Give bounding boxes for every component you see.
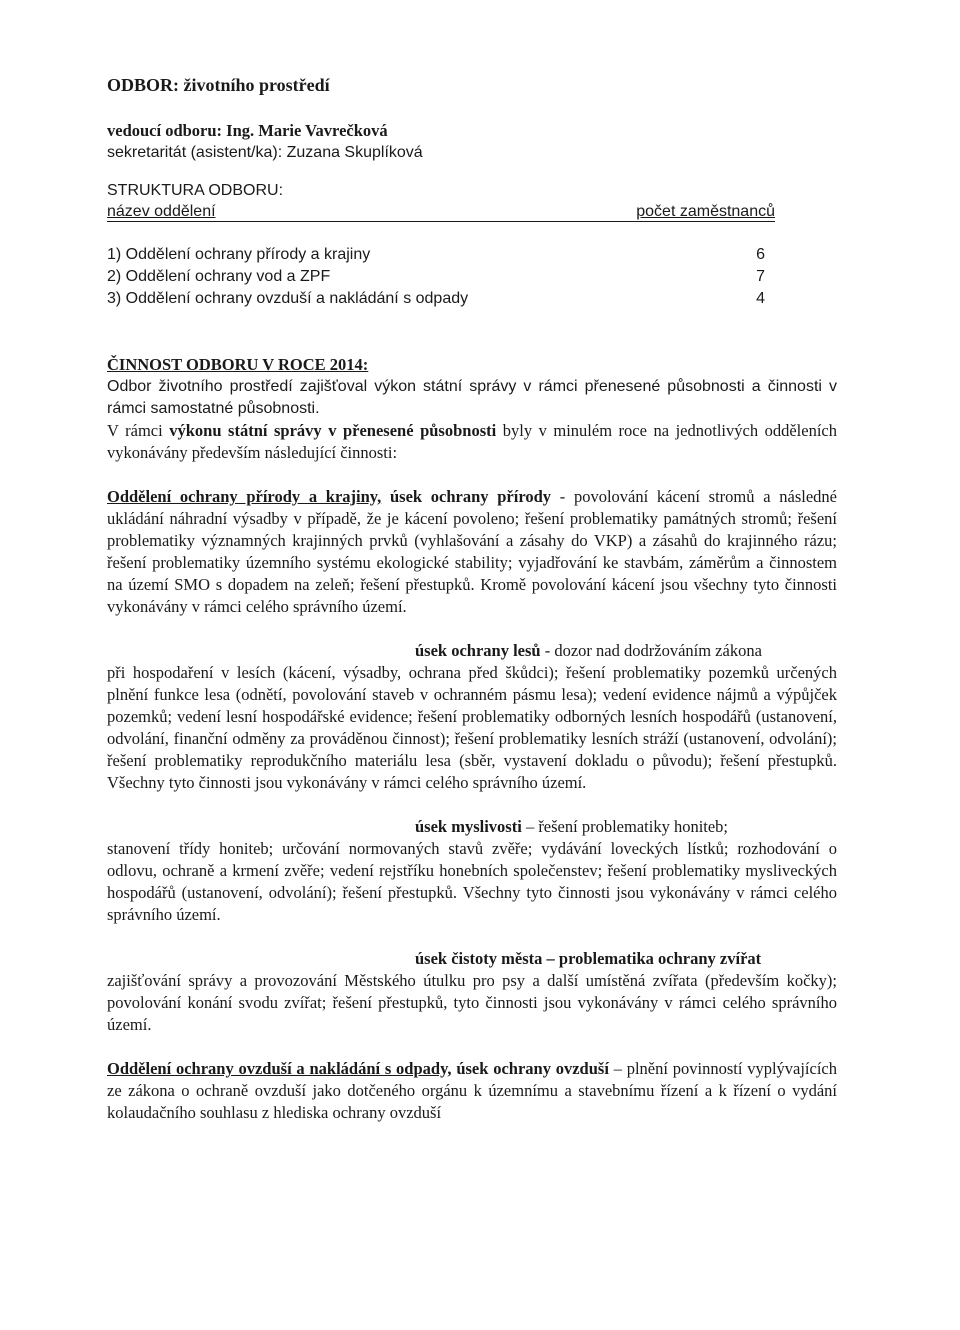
unit-heading: úsek ochrany přírody (381, 487, 552, 506)
department-row (107, 288, 765, 310)
section-text: - povolování kácení stromů a následné ukládání náhradní výsadby v případě, že je kácení povoleno; řešení problematiky památných stromů; řešení problematiky významných krajinných prvků (vyhlašování a zásahy do VKP) a zásahů do krajinného rázu; řešení problematiky územního systému ekologické stability; vyjadřování ke stavbám, záměrům a činnostem na území SMO s dopadem na zeleň; řešení přestupků. Kromě povolování kácení jsou všechny tyto činnosti vykonávány v rámci celého správního území. (107, 487, 837, 616)
section-lead: – řešení problematiky honiteb; (521, 817, 729, 836)
department-list (107, 244, 837, 310)
section-hunting (107, 816, 837, 926)
section-text: stanovení třídy honiteb; určování normovaných stavů zvěře; vydávání loveckých lístků; rozhodování o odlovu, ochraně a krmení zvěře; vedení rejstříku honebních společenstev; řešení problematiky mysliveckých hospodářů (ustanovení, odvolání); řešení přestupků. Všechny tyto činnosti jsou vykonávány v rámci celého správního území. (107, 839, 837, 924)
section-nature-protection (107, 486, 837, 618)
head-of-department: vedoucí odboru: Ing. Marie Vavrečková (107, 121, 388, 140)
department-count: 4 (756, 290, 765, 307)
column-count-header: počet zaměstnanců (636, 203, 775, 220)
section-text: zajišťování správy a provozování Městského útulku pro psy a další umístěná zvířata (především kočky); povolování konání svodu zvířat; řešení přestupků, tyto činnosti jsou vykonávány v rámci celého správního území. (107, 971, 837, 1034)
text-run: byly v minulém roce na jednotlivých odděleních vykonávány především následující činnosti: (107, 421, 837, 462)
department-row (107, 266, 765, 288)
unit-heading: úsek ochrany lesů (415, 641, 541, 660)
department-count: 6 (756, 246, 765, 263)
document-page (107, 74, 837, 1124)
section-city-cleanliness (107, 948, 837, 1036)
secretariat: sekretaritát (asistent/ka): Zuzana Skuplíková (107, 144, 423, 161)
department-heading: Oddělení ochrany ovzduší a nakládání s odpady, (107, 1059, 452, 1078)
section-lead: - dozor nad dodržováním zákona (540, 641, 762, 660)
section-air-protection (107, 1058, 837, 1124)
department-title: ODBOR: životního prostředí (107, 75, 330, 95)
activity-title: ČINNOST ODBORU V ROCE 2014: (107, 355, 369, 374)
unit-heading: úsek ochrany ovzduší (451, 1059, 609, 1078)
text-run: V rámci (107, 421, 170, 440)
department-name: 2) Oddělení ochrany vod a ZPF (107, 268, 331, 285)
department-heading: Oddělení ochrany přírody a krajiny, (107, 487, 382, 506)
text-run-bold: výkonu státní správy v přenesené působnosti (169, 421, 497, 440)
section-forest-protection (107, 640, 837, 794)
department-count: 7 (756, 268, 765, 285)
structure-columns (107, 202, 775, 222)
structure-title: STRUKTURA ODBORU: (107, 182, 284, 199)
unit-heading: úsek čistoty města – problematika ochrany zvířat (415, 949, 762, 968)
column-name-header: název oddělení (107, 203, 216, 220)
unit-heading: úsek myslivosti (415, 817, 522, 836)
activity-block (107, 354, 837, 464)
department-name: 3) Oddělení ochrany ovzduší a nakládání s odpady (107, 290, 469, 307)
department-row (107, 244, 765, 266)
section-text: při hospodaření v lesích (kácení, výsadby, ochrana před škůdci); řešení problematiky pozemků určených plnění funkce lesa (odnětí, povolování staveb v ochranném pásmu lesa); vedení evidence nájmů a výpůjček pozemků; vedení lesní hospodářské evidence; řešení problematiky odborných lesních hospodářů (ustanovení, odvolání, finanční odměny za prováděnou činnost); řešení problematiky lesních stráží (ustanovení, odvolání); řešení problematiky reprodukčního materiálu lesa (sběr, vystavení dokladu o původu); řešení přestupků. Všechny tyto činnosti jsou vykonávány v rámci celého správního území. (107, 663, 837, 792)
activity-paragraph (107, 420, 837, 464)
head-block (107, 120, 837, 164)
department-name: 1) Oddělení ochrany přírody a krajiny (107, 246, 371, 263)
activity-intro: Odbor životního prostředí zajišťoval výkon státní správy v rámci přenesené působnosti a činnosti v rámci samostatné působnosti. (107, 378, 837, 417)
section-text: – plnění povinností vyplývajících ze zákona o ochraně ovzduší jako dotčeného orgánu k územnímu a stavebnímu řízení a k řízení o vydání kolaudačního souhlasu z hlediska ochrany ovzduší (107, 1059, 837, 1122)
